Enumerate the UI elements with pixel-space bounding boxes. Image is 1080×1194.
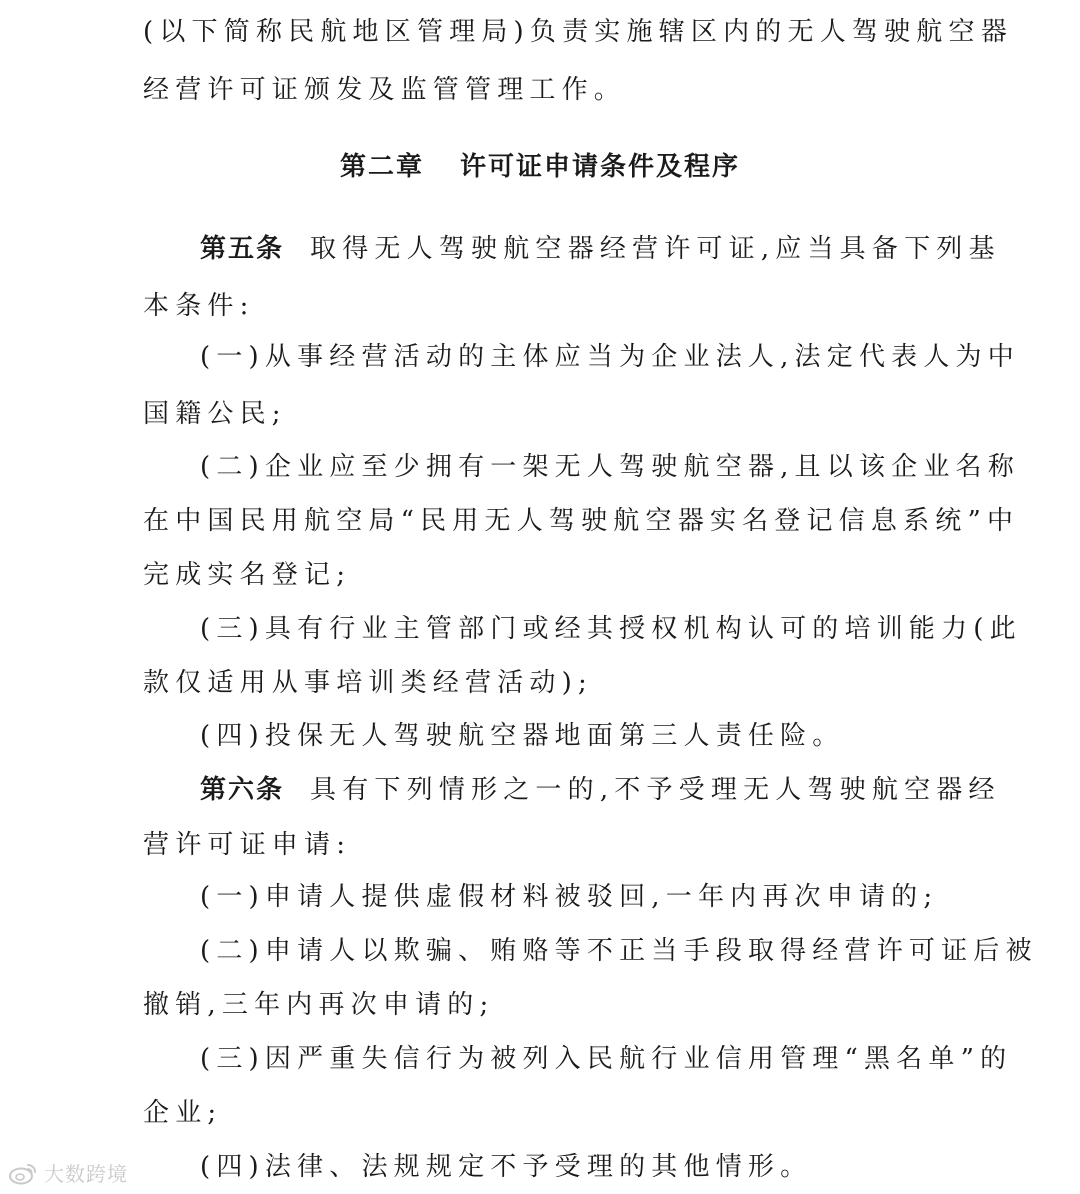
article-6-item: (三)因严重失信行为被列入民航行业信用管理“黑名单”的 — [200, 1044, 1013, 1074]
article-6-item: (四)法律、法规规定不予受理的其他情形。 — [200, 1152, 813, 1182]
article-6-item: (一)申请人提供虚假材料被驳回,一年内再次申请的; — [200, 882, 939, 912]
article-5-item: (三)具有行业主管部门或经其授权机构认可的培训能力(此 — [200, 614, 1022, 644]
article-5-item-continuation: 在中国民用航空局“民用无人驾驶航空器实名登记信息系统”中 — [143, 506, 1020, 536]
article-5-line — [200, 232, 1001, 266]
article-6-item: (二)申请人以欺骗、贿赂等不正当手段取得经营许可证后被 — [200, 936, 1038, 966]
article-5-continuation: 本条件: — [143, 291, 255, 321]
chapter-heading — [340, 150, 740, 184]
watermark — [8, 1158, 128, 1187]
article-6-continuation: 营许可证申请: — [143, 830, 352, 860]
article-5-text: 取得无人驾驶航空器经营许可证,应当具备下列基 — [310, 234, 1001, 264]
article-6-title: 第六条 — [200, 775, 285, 805]
article-5-title: 第五条 — [200, 234, 285, 264]
article-5-item-continuation: 国籍公民; — [143, 399, 287, 429]
article-5-item: (四)投保无人驾驶航空器地面第三人责任险。 — [200, 721, 845, 751]
article-6-text: 具有下列情形之一的,不予受理无人驾驶航空器经 — [310, 775, 1001, 805]
chapter-title: 许可证申请条件及程序 — [460, 152, 741, 182]
weibo-logo-icon — [8, 1161, 38, 1185]
article-6-item-continuation: 企业; — [143, 1098, 223, 1128]
paragraph-line: 经营许可证颁发及监管管理工作。 — [143, 75, 627, 105]
watermark-text: 大数跨境 — [44, 1162, 128, 1186]
article-5-item-continuation: 款仅适用从事培训类经营活动); — [143, 668, 593, 698]
chapter-number: 第二章 — [340, 152, 425, 182]
article-6-item-continuation: 撤销,三年内再次申请的; — [143, 990, 495, 1020]
article-5-item-continuation: 完成实名登记; — [143, 560, 352, 590]
article-5-item: (二)企业应至少拥有一架无人驾驶航空器,且以该企业名称 — [200, 452, 1020, 482]
paragraph-line: (以下简称民航地区管理局)负责实施辖区内的无人驾驶航空器 — [143, 17, 1013, 47]
article-6-line — [200, 773, 1001, 807]
article-5-item: (一)从事经营活动的主体应当为企业法人,法定代表人为中 — [200, 342, 1020, 372]
